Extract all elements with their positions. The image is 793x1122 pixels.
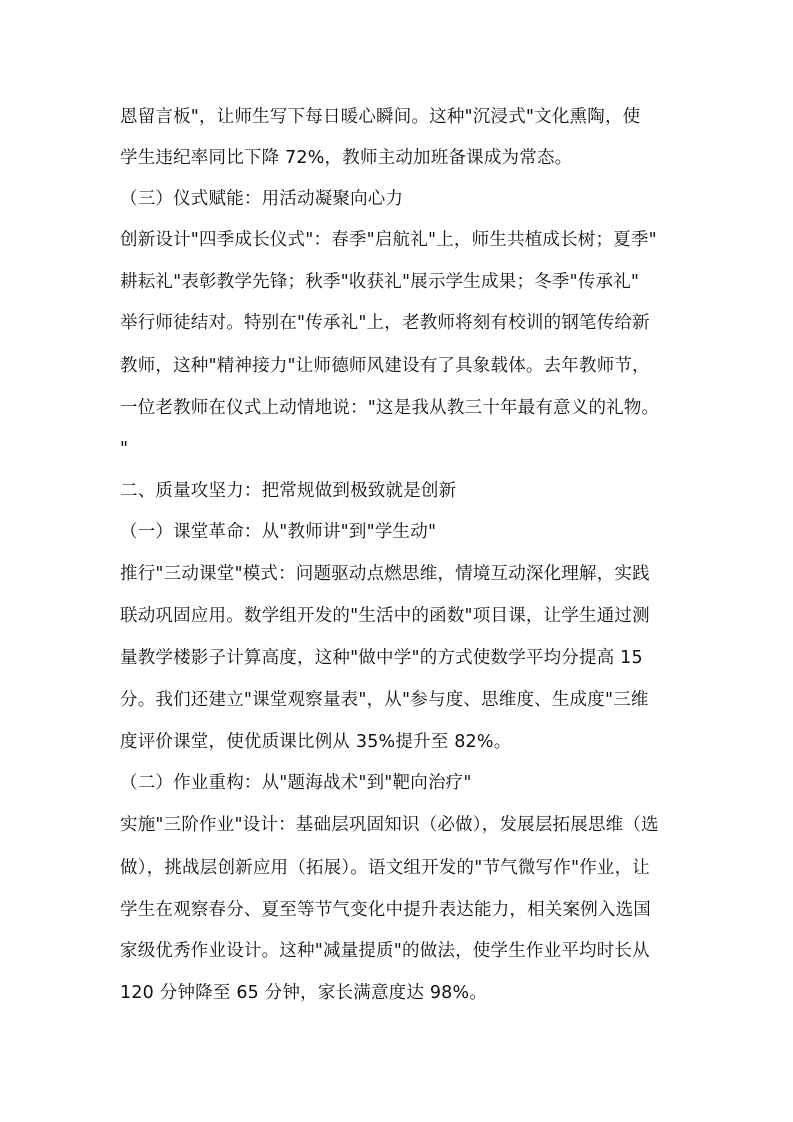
text-line: 推行"三动课堂"模式：问题驱动点燃思维，情境互动深化理解，实践	[120, 564, 650, 584]
text-line: 分。我们还建立"课堂观察量表"，从"参与度、思维度、生成度"三维	[120, 690, 649, 710]
text-line: 教师，这种"精神接力"让师德师风建设有了具象载体。去年教师节，	[120, 356, 650, 376]
text-line: 创新设计"四季成长仪式"：春季"启航礼"上，师生共植成长树；夏季"	[120, 230, 657, 250]
section-heading: （一）课堂革命：从"教师讲"到"学生动"	[120, 522, 437, 542]
text-line: 恩留言板"，让师生写下每日暖心瞬间。这种"沉浸式"文化熏陶，使	[120, 107, 641, 127]
text-line: 实施"三阶作业"设计：基础层巩固知识（必做），发展层拓展思维（选	[120, 815, 659, 835]
text-line: 联动巩固应用。数学组开发的"生活中的函数"项目课，让学生通过测	[120, 606, 650, 626]
text-line: 学生在观察春分、夏至等节气变化中提升表达能力，相关案例入选国	[120, 900, 651, 920]
chapter-heading: 二、质量攻坚力：把常规做到极致就是创新	[120, 481, 457, 501]
text-line: 耕耘礼"表彰教学先锋；秋季"收获礼"展示学生成果；冬季"传承礼"	[120, 272, 640, 292]
text-line: 一位老教师在仪式上动情地说："这是我从教三十年最有意义的礼物。	[120, 398, 660, 418]
text-line: 度评价课堂，使优质课比例从 35%提升至 82%。	[120, 732, 512, 752]
text-line: 学生违纪率同比下降 72%，教师主动加班备课成为常态。	[120, 148, 573, 168]
section-heading: （二）作业重构：从"题海战术"到"靶向治疗"	[120, 773, 472, 793]
section-heading: （三）仪式赋能：用活动凝聚向心力	[120, 189, 404, 209]
text-line: 量教学楼影子计算高度，这种"做中学"的方式使数学平均分提高 15	[120, 648, 643, 668]
text-line: "	[120, 439, 129, 459]
text-line: 家级优秀作业设计。这种"减量提质"的做法，使学生作业平均时长从	[120, 941, 650, 961]
text-line: 举行师徒结对。特别在"传承礼"上，老教师将刻有校训的钢笔传给新	[120, 313, 650, 333]
text-line: 120 分钟降至 65 分钟，家长满意度达 98%。	[120, 983, 488, 1003]
text-line: 做），挑战层创新应用（拓展）。语文组开发的"节气微写作"作业，让	[120, 858, 650, 878]
